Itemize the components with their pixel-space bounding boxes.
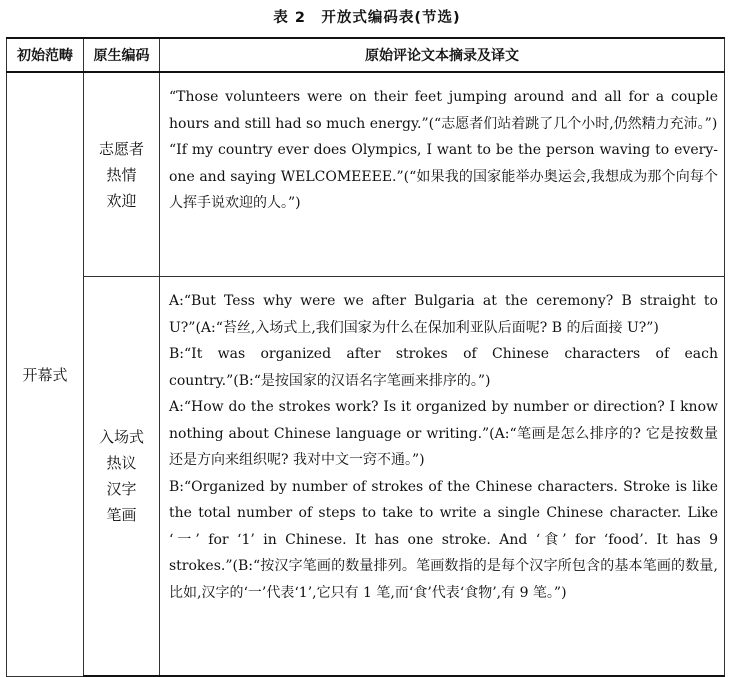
- comment-paragraph: “Those volunteers were on their feet jumping around and all for a couple hours and still had so much energy.”(“志愿者们站着跳了几个小时,仍然精力充沛。”): [169, 89, 718, 132]
- table-caption: 表 2 开放式编码表(节选): [273, 10, 461, 26]
- open-coding-table: [6, 37, 725, 677]
- header-initial-category: 初始范畴: [7, 38, 84, 72]
- code-line: 志愿者: [98, 139, 144, 158]
- code-cell: [84, 72, 160, 277]
- header-row: [7, 38, 725, 72]
- comment-paragraph: A:“How do the strokes work? Is it organized by number or direction? I know nothing about Chinese language or writing.”(A:“笔画是怎么排序的? 它是按数量还是方向来组织呢? 我对中文一窍不通。”): [169, 399, 718, 468]
- comment-cell: [160, 277, 725, 677]
- code-line: 欢迎: [106, 191, 137, 210]
- code-line: 热情: [106, 165, 137, 184]
- header-native-code: 原生编码: [84, 38, 160, 72]
- code-line: 汉字: [106, 480, 137, 498]
- table-row: [7, 72, 725, 277]
- code-line: 入场式: [98, 428, 144, 446]
- comment-paragraph: A:“But Tess why were we after Bulgaria at the ceremony? B straight to U?”(A:“苔丝,入场式上,我们国家为什么在保加利亚队后面呢? B 的后面接 U?”): [169, 293, 718, 336]
- comment-paragraph: B:“It was organized after strokes of Chinese characters of each country.”(B:“是按国家的汉语名字笔画来排序的。”): [169, 346, 718, 389]
- code-cell: [84, 277, 160, 677]
- table-row: [7, 277, 725, 677]
- code-line: 热议: [106, 454, 137, 472]
- category-cell: 开幕式: [7, 72, 84, 676]
- code-line: 笔画: [106, 506, 137, 524]
- comment-paragraph: “If my country ever does Olympics, I want to be the person waving to every-one and saying WELCOMEEEE.”(“如果我的国家能举办奥运会,我想成为那个向每个人挥手说欢迎的人。”): [169, 142, 718, 211]
- comment-paragraph: B:“Organized by number of strokes of the Chinese characters. Stroke is like the total number of steps to take to write a single Chinese character. Like ‘一’ for ‘1’ in Chinese. It has one stroke. And ‘食’ for ‘food’. It has 9 strokes.”(B:“按汉字笔画的数量排列。笔画数指的是每个汉字所包含的基本笔画的数量,比如,汉字的‘一’代表‘1’,它只有 1 笔,而‘食’代表‘食物’,有 9 笔。”): [169, 478, 718, 601]
- comment-cell: [160, 72, 725, 277]
- header-comment-text: 原始评论文本摘录及译文: [160, 38, 725, 72]
